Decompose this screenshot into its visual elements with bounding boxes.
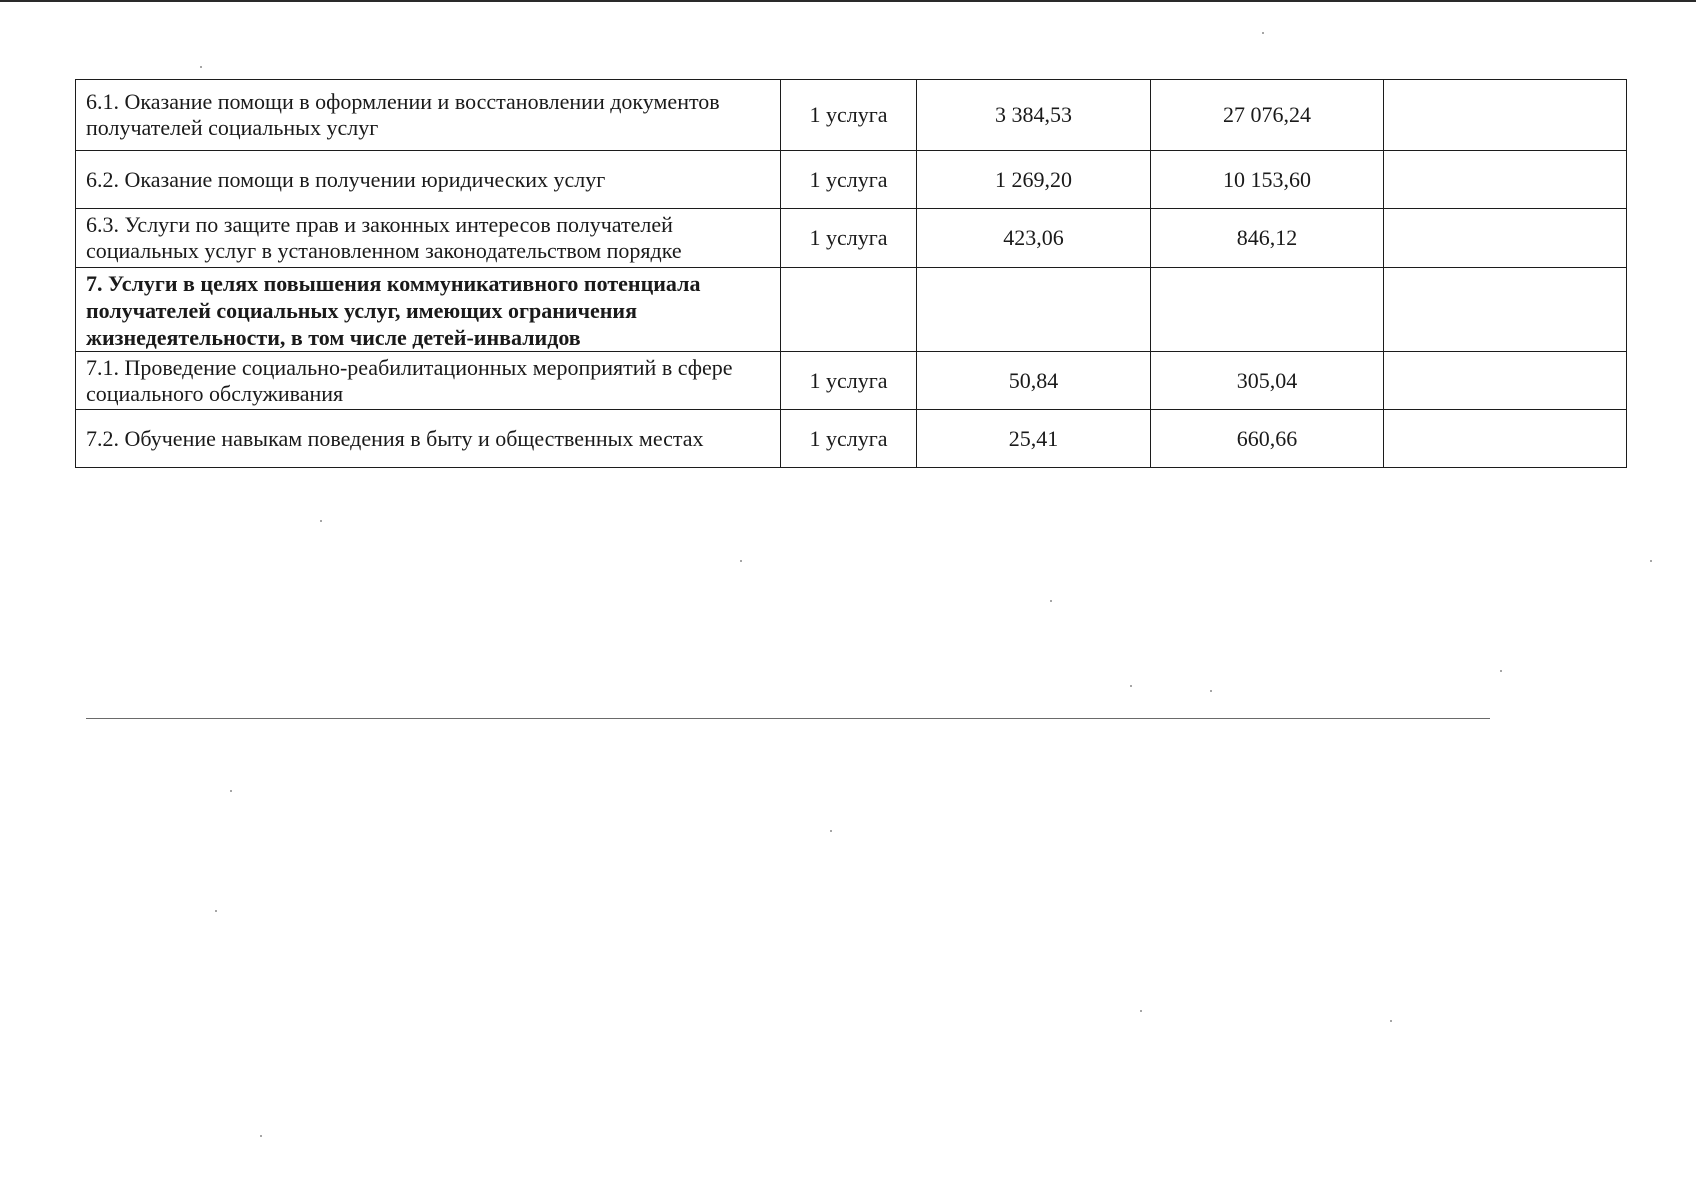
price-cell [917, 268, 1151, 352]
unit-cell: 1 услуга [781, 410, 917, 468]
scan-speck [230, 790, 232, 792]
service-name-cell: 6.1. Оказание помощи в оформлении и восстановлении документов получателей социальных услуг [76, 80, 781, 151]
services-price-table [75, 79, 1627, 468]
unit-cell: 1 услуга [781, 151, 917, 209]
note-cell [1384, 209, 1627, 268]
table-row [76, 352, 1627, 410]
section-title-cell: 7. Услуги в целях повышения коммуникативного потенциала получателей социальных услуг, имеющих ограничения жизнедеятельности, в том числе детей-инвалидов [76, 268, 781, 352]
scan-speck [1140, 1010, 1142, 1012]
price-cell: 3 384,53 [917, 80, 1151, 151]
unit-cell: 1 услуга [781, 352, 917, 410]
scan-speck [260, 1135, 262, 1137]
table-row [76, 410, 1627, 468]
service-name-cell: 7.1. Проведение социально-реабилитационных мероприятий в сфере социального обслуживания [76, 352, 781, 410]
total-cell [1151, 268, 1384, 352]
service-name-cell: 6.2. Оказание помощи в получении юридических услуг [76, 151, 781, 209]
table-row [76, 209, 1627, 268]
price-cell: 1 269,20 [917, 151, 1151, 209]
scan-speck [320, 520, 322, 522]
scan-speck [1050, 600, 1052, 602]
total-cell: 660,66 [1151, 410, 1384, 468]
total-cell: 305,04 [1151, 352, 1384, 410]
scan-speck [1500, 670, 1502, 672]
scan-speck [1650, 560, 1652, 562]
price-cell: 25,41 [917, 410, 1151, 468]
note-cell [1384, 80, 1627, 151]
unit-cell [781, 268, 917, 352]
scan-speck [740, 560, 742, 562]
price-cell: 50,84 [917, 352, 1151, 410]
note-cell [1384, 352, 1627, 410]
note-cell [1384, 268, 1627, 352]
price-cell: 423,06 [917, 209, 1151, 268]
scan-speck [215, 910, 217, 912]
total-cell: 10 153,60 [1151, 151, 1384, 209]
scan-speck [1210, 690, 1212, 692]
service-name-cell: 7.2. Обучение навыкам поведения в быту и общественных местах [76, 410, 781, 468]
separator-line [86, 718, 1490, 719]
total-cell: 27 076,24 [1151, 80, 1384, 151]
table-row [76, 151, 1627, 209]
scan-speck [200, 66, 202, 68]
scan-top-edge [0, 0, 1696, 2]
unit-cell: 1 услуга [781, 80, 917, 151]
service-name-cell: 6.3. Услуги по защите прав и законных интересов получателей социальных услуг в установленном законодательством порядке [76, 209, 781, 268]
note-cell [1384, 151, 1627, 209]
total-cell: 846,12 [1151, 209, 1384, 268]
scan-speck [830, 830, 832, 832]
note-cell [1384, 410, 1627, 468]
scan-speck [1390, 1020, 1392, 1022]
scan-speck [1262, 32, 1264, 34]
unit-cell: 1 услуга [781, 209, 917, 268]
section-header-row [76, 268, 1627, 352]
table-row [76, 80, 1627, 151]
scan-speck [1130, 685, 1132, 687]
